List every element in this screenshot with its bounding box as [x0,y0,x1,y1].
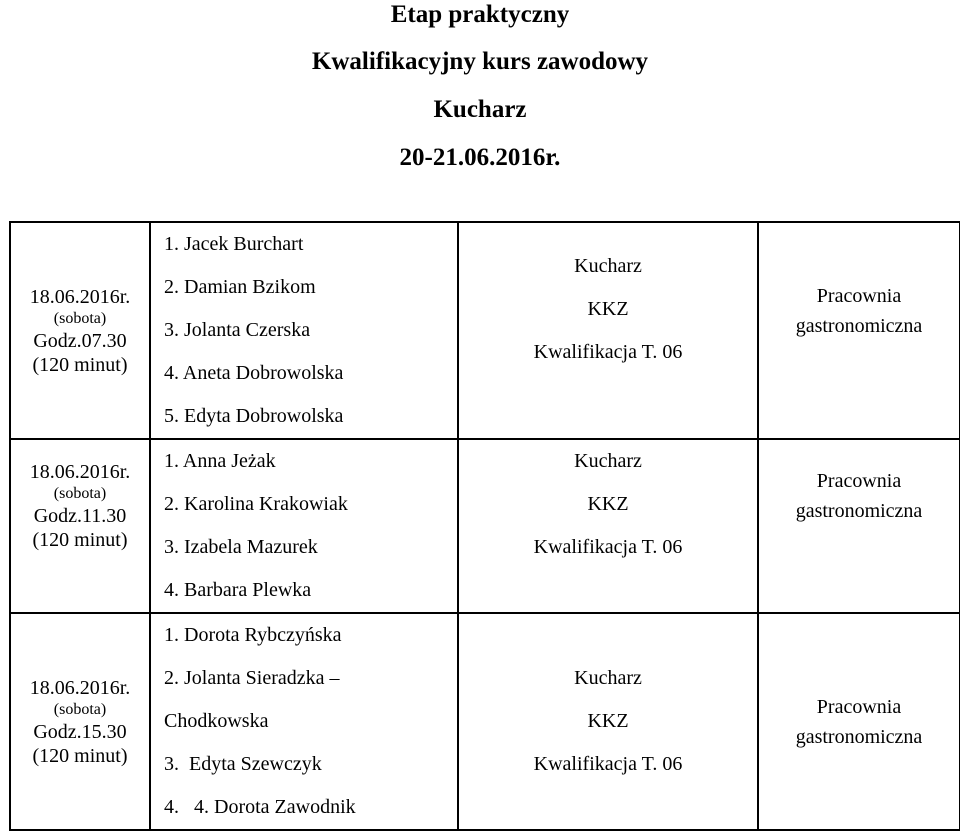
session-hour: Godz.15.30 [33,720,127,743]
session-date: 18.06.2016r. [29,285,131,308]
room-name-line2: gastronomiczna [795,314,923,337]
participants-cell [150,222,458,439]
participant-name: 2. Jolanta Sieradzka – [164,667,340,689]
course-type: KKZ [587,710,629,732]
profession-name: Kucharz [574,254,642,277]
session-duration: (120 minut) [32,353,128,376]
participant-name: 2. Damian Bzikom [164,276,316,298]
qualification-cell [458,222,758,439]
room-cell [758,613,960,830]
stage-title: Etap praktyczny [390,1,570,28]
course-title: Kwalifikacyjny kurs zawodowy [311,48,649,75]
participant-name: 1. Anna Jeżak [164,450,276,472]
participant-name: 3. Edyta Szewczyk [164,753,322,775]
participant-name: 4. Barbara Plewka [164,579,312,601]
session-duration: (120 minut) [32,529,128,551]
room-name-line2: gastronomiczna [795,500,923,522]
table-row [10,613,960,830]
participant-name: Chodkowska [164,710,269,732]
room-name-line1: Pracownia [816,695,902,718]
participant-name: 1. Jacek Burchart [164,233,304,255]
participant-name: 2. Karolina Krakowiak [164,493,348,515]
participant-name: 4. 4. Dorota Zawodnik [164,796,356,818]
table-row [10,439,960,613]
qualification-code: Kwalifikacja T. 06 [533,340,683,363]
session-day: (sobota) [53,700,107,718]
session-day: (sobota) [53,485,107,502]
session-time-cell [10,439,150,613]
session-day: (sobota) [53,309,107,327]
qualification-code: Kwalifikacja T. 06 [533,536,683,558]
qualification-cell [458,613,758,830]
room-name-line2: gastronomiczna [795,725,923,748]
session-hour: Godz.11.30 [33,505,127,527]
room-name-line1: Pracownia [816,284,902,307]
session-date: 18.06.2016r. [29,461,131,483]
room-name-line1: Pracownia [816,470,902,492]
course-type: KKZ [587,297,629,320]
session-time-cell [10,613,150,830]
session-time-cell [10,222,150,439]
participant-name: 1. Dorota Rybczyńska [164,624,342,646]
qualification-code: Kwalifikacja T. 06 [533,753,683,775]
room-cell [758,439,960,613]
participant-name: 3. Jolanta Czerska [164,319,311,341]
profession-name: Kucharz [574,667,642,689]
participant-name: 3. Izabela Mazurek [164,536,318,558]
participant-name: 4. Aneta Dobrowolska [164,362,344,384]
exam-dates: 20-21.06.2016r. [399,144,561,171]
profession-name: Kucharz [574,450,642,472]
participants-cell [150,613,458,830]
table-row [10,222,960,439]
course-type: KKZ [587,493,629,515]
schedule-table [9,221,960,831]
session-duration: (120 minut) [32,744,128,767]
participant-name: 5. Edyta Dobrowolska [164,405,344,427]
session-hour: Godz.07.30 [33,329,127,352]
session-date: 18.06.2016r. [29,676,131,699]
room-cell [758,222,960,439]
qualification-cell [458,439,758,613]
participants-cell [150,439,458,613]
profession-title: Kucharz [433,96,527,123]
